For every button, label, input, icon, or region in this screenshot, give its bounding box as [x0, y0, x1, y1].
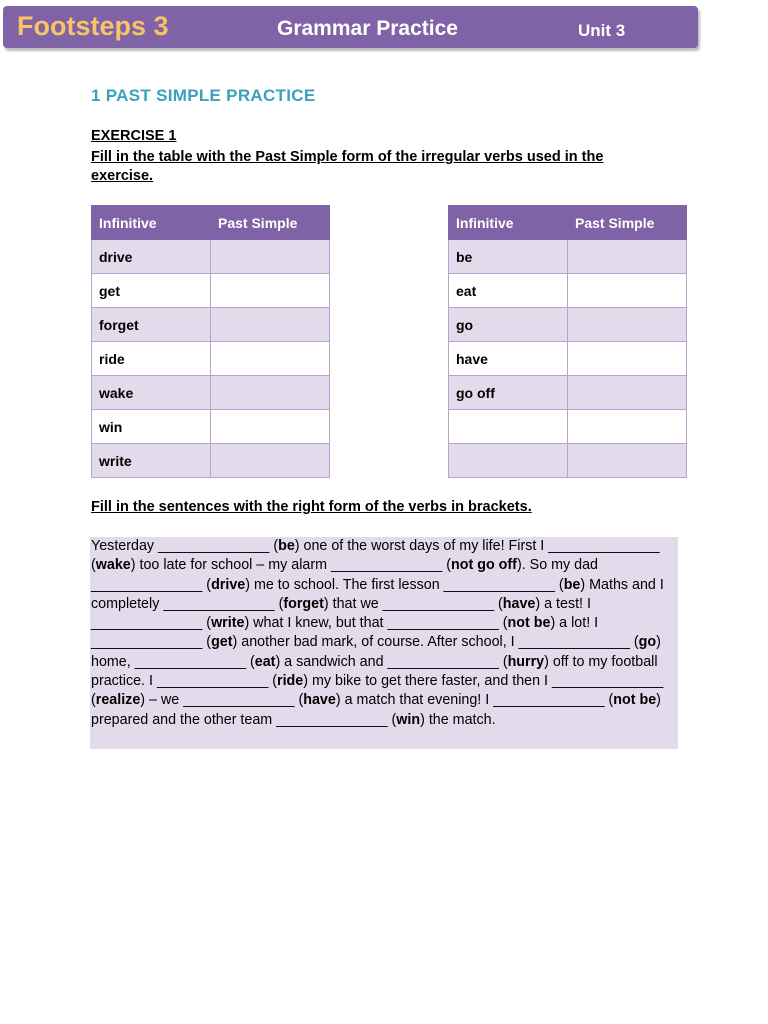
verb-prompt: not go off	[451, 557, 517, 574]
passage-text: (	[294, 692, 304, 709]
infinitive-cell: drive	[92, 240, 211, 274]
infinitive-cell: forget	[92, 308, 211, 342]
passage-text: ) one of the worst days of my life! First I	[294, 538, 549, 554]
passage-text: (	[91, 557, 96, 574]
passage-text: (	[498, 615, 508, 632]
infinitive-cell: wake	[92, 376, 211, 410]
verb-table-left	[91, 205, 330, 478]
answer-blank[interactable]: ______________	[387, 653, 499, 670]
passage-text: ) my bike to get there faster, and then I	[303, 673, 552, 690]
past-simple-cell[interactable]	[211, 308, 330, 342]
table-row	[449, 240, 687, 274]
table-row	[449, 274, 687, 308]
section-title: 1 PAST SIMPLE PRACTICE	[91, 86, 316, 105]
passage-text: (	[202, 576, 212, 593]
past-simple-cell[interactable]	[568, 274, 687, 308]
infinitive-cell	[449, 410, 568, 444]
exercise-instruction: Fill in the table with the Past Simple form of the irregular verbs used in the exercise.	[91, 149, 604, 184]
verb-prompt: have	[303, 692, 336, 709]
passage-text: ) the match.	[420, 711, 496, 728]
passage-text: (	[202, 634, 212, 651]
answer-blank[interactable]: ______________	[330, 557, 443, 574]
verb-prompt: ride	[277, 673, 304, 690]
verb-prompt: drive	[211, 576, 246, 593]
past-simple-cell[interactable]	[568, 342, 687, 376]
verb-prompt: forget	[283, 595, 324, 612]
passage-text: ) too late for school – my alarm	[130, 557, 331, 574]
answer-blank[interactable]: ______________	[158, 538, 270, 554]
infinitive-cell: write	[92, 444, 211, 478]
verb-prompt: go	[638, 634, 657, 651]
answer-blank[interactable]: ______________	[276, 711, 388, 728]
passage-text: ). So my dad	[516, 557, 599, 574]
infinitive-cell	[449, 444, 568, 478]
column-header-infinitive: Infinitive	[449, 206, 568, 240]
passage-text: ) another bad mark, of course. After school, I	[232, 634, 519, 651]
header-bar	[3, 6, 698, 48]
passage-text: (	[494, 595, 503, 612]
infinitive-cell: be	[449, 240, 568, 274]
verb-prompt: not be	[613, 692, 657, 709]
passage-text: ) what I knew, but that	[244, 615, 388, 632]
sentences-instruction: Fill in the sentences with the right form of the verbs in brackets.	[91, 499, 532, 515]
past-simple-cell[interactable]	[211, 240, 330, 274]
answer-blank[interactable]: ______________	[552, 673, 664, 690]
passage-text: (	[604, 692, 614, 709]
exercise-title: EXERCISE 1	[91, 128, 177, 144]
verb-table-right	[448, 205, 687, 478]
passage-text: ) prepared and the other team	[91, 692, 661, 728]
answer-blank[interactable]: ______________	[443, 576, 555, 593]
page-title: Grammar Practice	[277, 17, 458, 40]
verb-prompt: win	[396, 711, 421, 728]
table-row	[92, 240, 330, 274]
verb-prompt: be	[278, 538, 295, 554]
table-row	[449, 410, 687, 444]
answer-blank[interactable]: ______________	[156, 673, 269, 690]
passage-text: ) a match that evening! I	[335, 692, 494, 709]
past-simple-cell[interactable]	[211, 410, 330, 444]
infinitive-cell: go	[449, 308, 568, 342]
infinitive-cell: win	[92, 410, 211, 444]
past-simple-cell[interactable]	[568, 308, 687, 342]
infinitive-cell: ride	[92, 342, 211, 376]
column-header-infinitive: Infinitive	[92, 206, 211, 240]
table-row	[92, 444, 330, 478]
passage-text: ) off to my football practice. I	[91, 653, 658, 690]
answer-blank[interactable]: ______________	[518, 634, 630, 651]
passage-text: Yesterday	[91, 538, 159, 554]
answer-blank[interactable]: ______________	[493, 692, 605, 709]
answer-blank[interactable]: ______________	[91, 615, 203, 632]
passage-text: ) me to school. The first lesson	[245, 576, 444, 593]
table-row	[449, 376, 687, 410]
passage-text: (	[442, 557, 452, 574]
answer-blank[interactable]: ______________	[91, 634, 203, 651]
infinitive-cell: eat	[449, 274, 568, 308]
verb-prompt: eat	[254, 653, 276, 670]
answer-blank[interactable]: ______________	[382, 595, 495, 612]
passage-text: (	[269, 538, 279, 554]
column-header-past-simple: Past Simple	[211, 206, 330, 240]
verb-prompt: hurry	[507, 653, 545, 670]
passage-text: (	[554, 576, 564, 593]
past-simple-cell[interactable]	[211, 342, 330, 376]
table-row	[92, 308, 330, 342]
unit-label: Unit 3	[578, 21, 626, 40]
table-row	[92, 410, 330, 444]
passage-text: (	[274, 595, 284, 612]
passage-text: ) a test! I	[535, 595, 591, 612]
verb-prompt: be	[563, 576, 581, 593]
verb-prompt: write	[211, 615, 245, 632]
passage-text: ) home,	[91, 634, 661, 670]
verb-prompt: not be	[507, 615, 551, 632]
table-row	[449, 342, 687, 376]
answer-blank[interactable]: ______________	[163, 595, 275, 612]
past-simple-cell[interactable]	[568, 444, 687, 478]
passage-text: ) – we	[140, 692, 184, 709]
answer-blank[interactable]: ______________	[548, 538, 660, 554]
answer-blank[interactable]: ______________	[387, 615, 499, 632]
passage-text: ) that we	[323, 595, 383, 612]
passage-text: (	[498, 653, 508, 670]
table-row	[92, 274, 330, 308]
past-simple-cell[interactable]	[211, 274, 330, 308]
passage-text: (	[91, 692, 96, 709]
passage-text: ) a lot! I	[550, 615, 599, 632]
past-simple-cell[interactable]	[568, 376, 687, 410]
infinitive-cell: have	[449, 342, 568, 376]
answer-blank[interactable]: ______________	[91, 576, 203, 593]
passage-text: (	[268, 673, 278, 690]
table-row	[449, 308, 687, 342]
verb-prompt: have	[502, 595, 536, 612]
column-header-past-simple: Past Simple	[568, 206, 687, 240]
gap-fill-passage	[90, 537, 678, 749]
answer-blank[interactable]: ______________	[134, 653, 247, 670]
past-simple-cell[interactable]	[211, 376, 330, 410]
verb-prompt: realize	[95, 692, 141, 709]
passage-text: (	[629, 634, 639, 651]
answer-blank[interactable]: ______________	[183, 692, 295, 709]
verb-prompt: get	[211, 634, 233, 651]
infinitive-cell: go off	[449, 376, 568, 410]
passage-text: ) Maths and I completely	[91, 576, 664, 612]
infinitive-cell: get	[92, 274, 211, 308]
past-simple-cell[interactable]	[211, 444, 330, 478]
verb-prompt: wake	[95, 557, 131, 574]
brand-title: Footsteps 3	[17, 11, 169, 41]
passage-text: (	[387, 711, 397, 728]
passage-text: ) a sandwich and	[275, 653, 388, 670]
passage-text: (	[246, 653, 255, 670]
past-simple-cell[interactable]	[568, 410, 687, 444]
passage-text: (	[202, 615, 212, 632]
table-row	[92, 376, 330, 410]
past-simple-cell[interactable]	[568, 240, 687, 274]
table-row	[449, 444, 687, 478]
table-row	[92, 342, 330, 376]
